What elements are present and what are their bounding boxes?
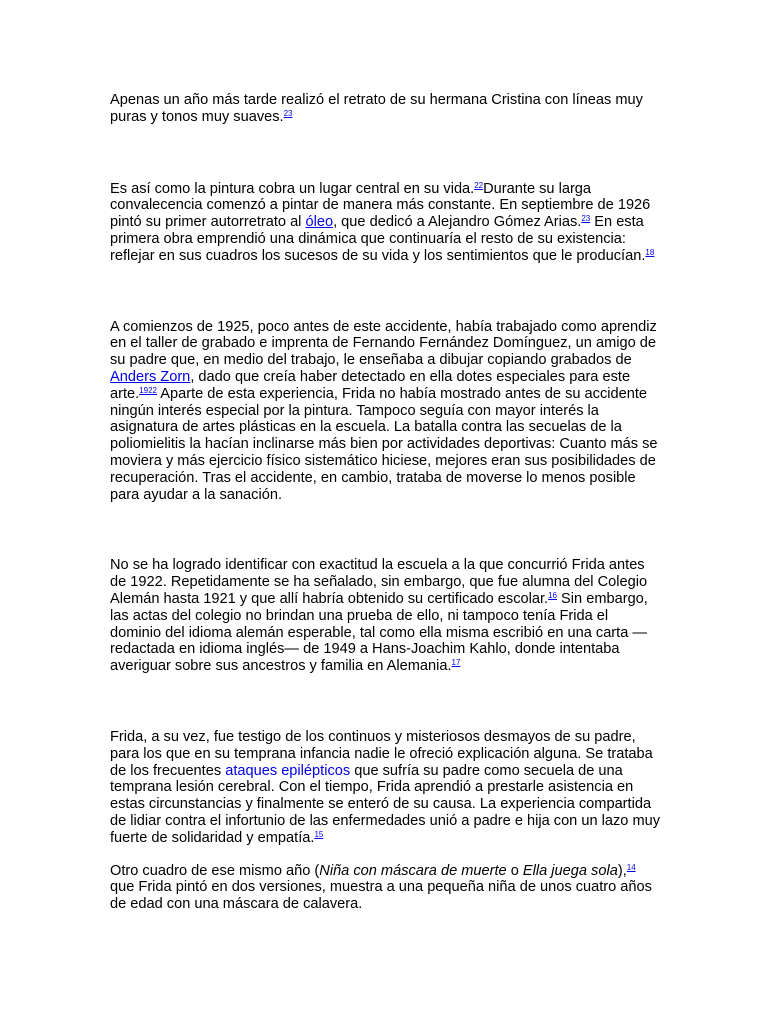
document-body: [110, 92, 662, 913]
paragraph-mask-painting: [110, 863, 662, 913]
paragraph-text: A comienzos de 1925, poco antes de este accidente, había trabajado como aprendiz en el taller de grabado e imprenta de Fernando Fernández Domínguez, un amigo de su padre que, en medio del trabajo, le enseñaba a dibujar copiando grabados de: [110, 318, 657, 369]
paragraph-text: Sin embargo, las actas del colegio no brindan una prueba de ello, ni tampoco tenía Frida el dominio del idioma alemán esperable, tal como ella misma escribió en una carta —redactada en idioma inglés— de 1949 a Hans-Joachim Kahlo, donde intentaba averiguar sobre sus ancestros y familia en Alemania.: [110, 590, 648, 675]
paragraph-text: Apenas un año más tarde realizó el retrato de su hermana Cristina con líneas muy puras y tonos muy suaves.: [110, 92, 643, 125]
paragraph-cristina-portrait: [110, 92, 662, 126]
footnote-link[interactable]: 14: [626, 862, 636, 872]
footnote-link[interactable]: 23: [283, 108, 293, 118]
footnote-link[interactable]: 17: [451, 658, 461, 668]
paragraph-text: que Frida pintó en dos versiones, muestra a una pequeña niña de unos cuatro años de edad con una máscara de calavera.: [110, 879, 652, 913]
paragraph-text: , que dedicó a Alejandro Gómez Arias.: [333, 214, 582, 231]
link-oleo[interactable]: óleo: [305, 214, 334, 231]
paragraph-painting-central: [110, 181, 662, 265]
paragraph-father-epilepsy: [110, 729, 662, 847]
painting-title: Niña con máscara de muerte: [319, 862, 507, 879]
link-anders-zorn[interactable]: Anders Zorn: [110, 368, 191, 385]
paragraph-text: , dado que creía haber detectado en ella dotes especiales para este arte.: [110, 368, 631, 402]
paragraph-text: Es así como la pintura cobra un lugar central en su vida.: [110, 180, 475, 197]
footnote-link[interactable]: 22: [474, 180, 484, 190]
paragraph-text: o: [506, 862, 523, 879]
paragraph-school: [110, 557, 662, 675]
paragraph-1925-apprentice: [110, 319, 662, 504]
paragraph-text: ),: [617, 862, 627, 879]
footnote-link[interactable]: 23: [581, 214, 591, 224]
footnote-link[interactable]: 15: [314, 829, 324, 839]
painting-title: Ella juega sola: [522, 862, 618, 879]
footnote-link[interactable]: 16: [548, 590, 557, 600]
footnote-link[interactable]: 1922: [139, 385, 157, 395]
paragraph-text: En esta primera obra emprendió una dinámica que continuaría el resto de su existencia: reflejar en sus cuadros los sucesos de su vida y los sentimientos que le producían.: [110, 214, 646, 264]
paragraph-text: Aparte de esta experiencia, Frida no había mostrado antes de su accidente ningún interés especial por la pintura. Tampoco seguía con mayor interés la asignatura de artes plásticas en la escuela. La batalla contra las secuelas de la poliomielitis la hacían inclinarse más bien por actividades deportivas: Cuanto más se moviera y más ejercicio físico sistemático hiciese, mejores eran sus posibilidades de recuperación. Tras el accidente, en cambio, trataba de moverse lo menos posible para ayudar a la sanación.: [110, 385, 658, 503]
link-ataques-epilepticos[interactable]: ataques epilépticos: [225, 762, 351, 779]
paragraph-text: Durante su larga convalecencia comenzó a pintar de manera más constante. En septiembre de 1926 pintó su primer autorretrato al: [110, 180, 651, 231]
paragraph-text: No se ha logrado identificar con exactitud la escuela a la que concurrió Frida antes de 1922. Repetidamente se ha señalado, sin embargo, que fue alumna del Colegio Alemán hasta 1921 y que allí habría obtenido su certificado escolar.: [110, 557, 648, 607]
paragraph-text: que sufría su padre como secuela de una temprana lesión cerebral. Con el tiempo, Frida aprendió a prestarle asistencia en estas circunstancias y finalmente se enteró de su causa. La experiencia compartida de lidiar contra el infortunio de las enfermedades unió a padre e hija con un lazo muy fuerte de solidaridad y empatía.: [110, 762, 661, 846]
paragraph-text: Frida, a su vez, fue testigo de los continuos y misteriosos desmayos de su padre, para los que en su temprana infancia nadie le ofreció explicación alguna. Se trataba de los frecuentes: [110, 728, 653, 779]
paragraph-text: Otro cuadro de ese mismo año (: [110, 862, 320, 879]
footnote-link[interactable]: 18: [645, 247, 655, 257]
